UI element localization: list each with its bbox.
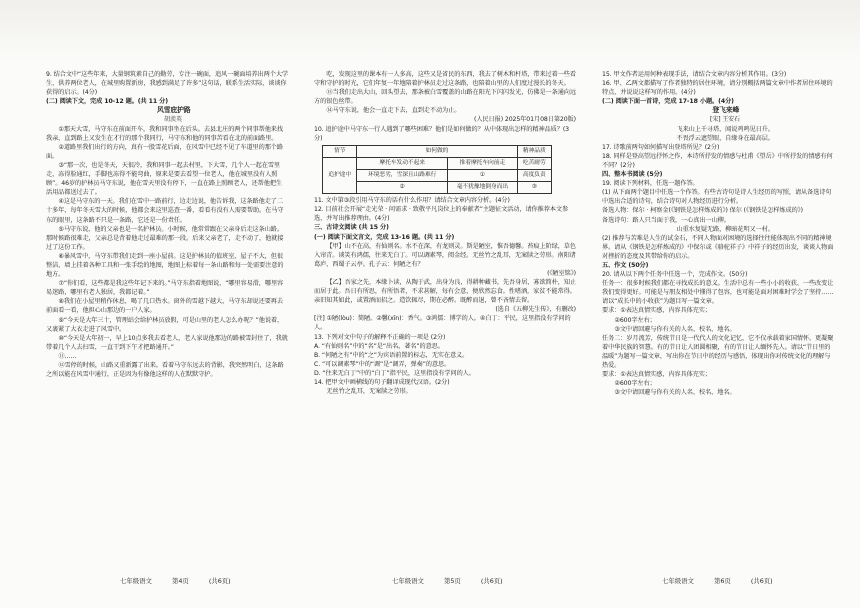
text-paragraph: 14. 把甲文中画横线的句子翻译成现代汉语。(2分) bbox=[314, 379, 450, 386]
text-paragraph: ⑨“今天是大年三十，管理站会给护林员放假，可是山里的老人怎么办呢？”他说着，又裹紧了大衣走进了风雪中。 bbox=[46, 316, 284, 333]
text-paragraph: 10. 追护途中马守东一行人遇到了哪些困难？他们是如何做的？从中体现出怎样的精神品质？(3分) bbox=[314, 125, 569, 142]
text-paragraph: (人民日报) 2025年01月08日第20版) bbox=[474, 116, 576, 124]
text-paragraph: ③文中请回避与你有关的人名、校名、地名。 bbox=[614, 325, 736, 333]
text-paragraph: 12. 目前社会开展“走光荣 · 问需求 · 致敬平凡岗位上的奉献者”主题征文活动，请你推荐本文参选，并写出推荐理由。(4分) bbox=[314, 206, 569, 223]
table-cell: 环境恶劣，雪深且山路难行 bbox=[357, 169, 448, 181]
footer-total: (共6页) bbox=[750, 577, 773, 585]
page-5-top-text bbox=[314, 70, 576, 143]
text-paragraph: ⑭马守东说，他会一直走下去，直到走不动为止。 bbox=[326, 107, 461, 115]
text-paragraph: 五、作文 (50分) bbox=[602, 261, 649, 269]
table-header-cell: 如何做的 bbox=[357, 145, 517, 157]
text-paragraph: ⑦“你们看，这些都是我这些年记下来的。”马守东指着地图说，“哪里容易滑，哪里容易迷路，哪里有老人独居，我都记着。” bbox=[46, 280, 284, 297]
text-paragraph: (选自《五柳先生传》，有删改) bbox=[495, 306, 576, 314]
text-paragraph: D. “往来无白丁”中的“白丁”指平民，这里指没有学问的人。 bbox=[314, 369, 475, 377]
text-paragraph: 四、整本书阅读 (5分) bbox=[602, 171, 663, 179]
text-paragraph: (二) 阅读下文，完成 10-12 题。(共 11 分) bbox=[46, 98, 168, 106]
text-paragraph: 20. 请从以下两个任务中任选一个，完成作文。(50分) bbox=[602, 271, 748, 279]
text-paragraph: 无丝竹之乱耳，无案牍之劳形。 bbox=[326, 388, 412, 396]
text-paragraph: [注] ①陋(lòu)：简陋。②馨(xīn)：香气。③鸿儒：博学的人。④白丁：平民，这里指没有学问的人。 bbox=[314, 315, 571, 332]
question-10-table bbox=[322, 145, 552, 194]
text-paragraph: 任务二：岁月流芳，传统节日是一代代人的文化记忆，它不仅承载着家国情怀，更凝聚着中华民族的智慧。有的节日让人团圆相聚，有的节日让人缅怀先人。请以“节日里的温暖”为题写一篇文章，写出你在节日中的经历与感悟，体现出你对传统文化的理解与热爱。 bbox=[602, 334, 834, 369]
text-paragraph: 三、古诗文阅读 (共 15 分) bbox=[314, 224, 389, 232]
text-paragraph: (《陋室铭》) bbox=[547, 269, 576, 277]
text-paragraph: C. “可以调素琴”中的“调”是“调弄，弹奏”的意思。 bbox=[314, 360, 451, 368]
text-paragraph: 9. 结合文中“这些年来，大量钢筑素自己的勤劳，专注一碗面，追风一碗面培养出两个大学生，供养两位老人，在城里购置新房，我感到满足了许多”这句话，联系生活实际，谈谈你获得的启示。(4分) bbox=[46, 71, 288, 97]
text-paragraph: 要求：①表达真情实感，内容具体充实； bbox=[602, 371, 711, 379]
footer-page: 第5页 bbox=[443, 577, 461, 585]
text-paragraph: [宋] 王安石 bbox=[710, 116, 740, 124]
text-paragraph: B. “何陋之有”中的“之”为宾语前置的标志，无实在意义。 bbox=[314, 351, 469, 359]
page-5-column bbox=[314, 70, 576, 568]
footer-page-6 bbox=[652, 576, 783, 585]
footer-subject: 七年级语文 bbox=[662, 577, 694, 585]
footer-page-5 bbox=[382, 576, 513, 585]
text-paragraph: 19. 阅读下列材料，任选一题作答。 bbox=[602, 180, 699, 188]
text-paragraph: (2) 推荐与苦难是人生的试金石，不同人物面对困境的选择往往能体现出不同的精神境界。请从《钢铁是怎样炼成的》中保尔或《骆驼祥子》中祥子的经历出发，谈谈人物面对挫折的态度及其带给你的启示。 bbox=[602, 234, 834, 260]
text-paragraph: ⑤马守东说，他的父亲也是一名护林员。小时候，他常常跟在父亲身后走这条山路。那时候路很难走，父亲总是背着他走过最难的那一段。后来父亲老了，走不动了，他就接过了这份工作。 bbox=[46, 225, 284, 251]
text-paragraph: ⑩“今天是大年初一，早上10点多我去看老人，老人家说他那边的路被雪封住了，我就带着几个人去扫雪，一直干到下午才把路通开。” bbox=[46, 334, 288, 351]
text-paragraph: 飞来山上千寻塔，闻说鸡鸣见日升。 bbox=[676, 125, 774, 133]
footer-page: 第6页 bbox=[713, 577, 731, 585]
text-paragraph: ②600字左右； bbox=[614, 316, 656, 324]
text-paragraph: 山重水复疑无路，柳暗花明又一村。 bbox=[676, 225, 774, 233]
text-paragraph: 登飞来峰 bbox=[712, 106, 740, 115]
text-paragraph: ⑪…… bbox=[58, 352, 77, 360]
text-paragraph: ⑫雪停的时候，山路又重新露了出来。看着马守东远去的背影，我突然明白，这条路之所以能在风雪中通行，正是因为有像他这样的人在默默守护。 bbox=[46, 362, 284, 379]
page-6-column bbox=[602, 70, 836, 568]
text-paragraph: ⑥暴风雪中，马守东带我们走到一座小屋前。这是护林员的值班室，屋子不大，但很整洁，墙上挂着各种工具和一张手绘的地图，地图上标着每一条山路和每一处需要注意的地方。 bbox=[46, 252, 284, 279]
text-paragraph: (二) 阅读下面一首诗，完成 17-18 小题。(4分) bbox=[602, 98, 734, 106]
scan-top-shading bbox=[0, 0, 860, 60]
text-paragraph: ②600字左右； bbox=[614, 380, 656, 388]
table-cell: 追护途中 bbox=[323, 157, 357, 193]
text-paragraph: ⑧我们在小屋里稍作休息，喝了几口热水。窗外的雪越下越大，马守东却说还要再去前面看一看，他担心山那边的一户人家。 bbox=[46, 298, 283, 315]
text-paragraph: 胡羡英 bbox=[164, 116, 182, 124]
text-paragraph: 17. 诗歌前两句如何描写出登塔所见？(2分) bbox=[602, 143, 720, 151]
text-paragraph: 18. 同样是登高望远抒怀之作，本诗所抒发的情感与杜甫《望岳》中所抒发的情感有何不同？(2分) bbox=[602, 152, 833, 169]
text-paragraph: 16. 甲、乙两文都描写了作者独特的居住环境，请分别概括两篇文章中作者居住环境的特点，并说说这样写的作用。(4分) bbox=[602, 80, 833, 97]
table-header-cell: 精神品质 bbox=[517, 145, 551, 157]
text-paragraph: 任务一：很多时候我们都在寻找成长的意义。生活中总有一些小小的收获、一些改变让我们变得更好。可能是与朋友相处中懂得了包容，也可能是面对困难时学会了坚持……请以“成长中的小收获”为题目写一篇文章。 bbox=[602, 280, 834, 306]
text-paragraph: A. “有仙则名”中的“名”是“出名，著名”的意思。 bbox=[314, 342, 444, 350]
text-paragraph: ②道路里我们出行的方向，真有一股雪花后面，在风雪中已经不见了车道里的那个路面。 bbox=[46, 143, 283, 160]
text-paragraph: ④这是马守东的一天。我们在雪中一路前行，边走边说，他告诉我，这条路他走了二十多年，每年冬天雪大的时候，他都会来这里巡查一番，看看有没有人需要帮助。在马守东的眼里，这条路不只是一条路，它还是一份责任。 bbox=[46, 198, 284, 224]
footer-total: (共6页) bbox=[208, 577, 231, 585]
table-cell: ③ bbox=[517, 182, 551, 194]
text-paragraph: ⑬当我们走出大山，回头望去，那条被白雪覆盖的山路在阳光下闪闪发光，仿佛是一条通向远方的银色丝带。 bbox=[314, 89, 576, 106]
table-cell: 毫不犹豫地倒身而出 bbox=[448, 182, 518, 194]
page-5-bottom-text bbox=[314, 196, 576, 396]
table-cell: 吃苦耐劳 bbox=[517, 157, 551, 169]
footer-page-4 bbox=[110, 576, 241, 585]
table-cell: 高度负责 bbox=[517, 169, 551, 181]
footer-subject: 七年级语文 bbox=[392, 577, 424, 585]
table-cell: 摩托车发动不起来 bbox=[357, 157, 448, 169]
text-paragraph: 备选人物：保尔 · 柯察金(《钢铁是怎样炼成的》) 保尔 (《钢铁是怎样炼成的》) bbox=[602, 207, 803, 215]
text-paragraph: (一) 阅读下面文言文，完成 13-16 题。(共 11 分) bbox=[314, 233, 455, 241]
footer-subject: 七年级语文 bbox=[120, 577, 152, 585]
table-header-cell: 情节 bbox=[323, 145, 357, 157]
text-paragraph: 13. 下列对文中句子的解释不正确的一项是 (2分) bbox=[314, 333, 446, 341]
text-paragraph: 备选诗句：路人只当面于我，一心真出一山柳。 bbox=[602, 216, 730, 224]
text-paragraph: ①那天大雪，马守东在前面开车，我和同事坐在后头。去县北庄的两个同事帮他来找我亲，直到路上又发生在才行的那个我同行，马守东和他的同事苦看在北的前面路里。 bbox=[46, 125, 283, 142]
footer-page: 第4页 bbox=[171, 577, 189, 585]
text-paragraph: 11. 文中第③段引用马守东的话有什么作用？请结合文章内容分析。(4分) bbox=[314, 197, 510, 205]
text-paragraph: 15. 甲文作者运用何种表现手法，请结合文章内容分析其作用。(3分) bbox=[602, 71, 787, 78]
page-4-column bbox=[46, 70, 288, 568]
text-paragraph: ③“那一次，也是冬天，天很冷，我和同事一起去村里，下大雪，几个人一起在雪里走，冻得脸通红，手脚也冻得不能弯曲，原来是要去看望一位老人，他在城里没有人照顾”。46岁的护林员马守东说，他在雪天里没有停下，一直在路上照顾老人，还帮他把生活用品都送过去了。 bbox=[46, 161, 283, 197]
text-paragraph: 【甲】山不在高，有仙则名。水不在深，有龙则灵。斯是陋室，惟吾德馨。苔痕上阶绿，草色入帘青。谈笑有鸿儒，往来无白丁。可以调素琴，阅金经。无丝竹之乱耳，无案牍之劳形。南阳诸葛庐，西蜀子云亭。孔子云：何陋之有？ bbox=[314, 242, 576, 268]
table-cell: ① bbox=[448, 169, 518, 181]
footer-total: (共6页) bbox=[480, 577, 503, 585]
text-paragraph: 要求：①表达真情实感，内容具体充实； bbox=[602, 307, 711, 315]
text-paragraph: 吃，发现这里的课本有一人多高，这些又是省民的东西，我去了树木和杆塔，带来过着一些看守和守护的时光，它们年复一年地陪着护林员走过这条路，也陪着山里的人们度过漫长的冬天。 bbox=[314, 71, 576, 88]
table-cell: 推着摩托车向前走 bbox=[448, 157, 518, 169]
text-paragraph: (1) 从下面两个题目中任选一个作答。有些古诗句是诗人生经历的写照，请从备选诗句中选出合适的诗句，结合诗句对人物经历进行分析。 bbox=[602, 189, 832, 206]
text-paragraph: 风雪庇护路 bbox=[157, 106, 191, 115]
table-cell: ② bbox=[357, 182, 448, 194]
text-paragraph: 不畏浮云遮望眼，自缘身在最高层。 bbox=[676, 134, 774, 142]
text-paragraph: ③文中请回避与你有关的人名、校名、地名。 bbox=[614, 389, 736, 397]
text-paragraph: 【乙】吾家之先，本缘卜读，从陶于武，出身为良，得耕种藏书，先吾身居，寡欲简朴，知止而居于此。吾日有所思，有所悟者，不求甚解，每有会意，便欣然忘食。性嗜酒，家贫不能常得。亲旧知其如此，或置酒而招之。造饮辄尽，期在必醉。既醉而退，曾不吝情去留。 bbox=[314, 278, 576, 305]
